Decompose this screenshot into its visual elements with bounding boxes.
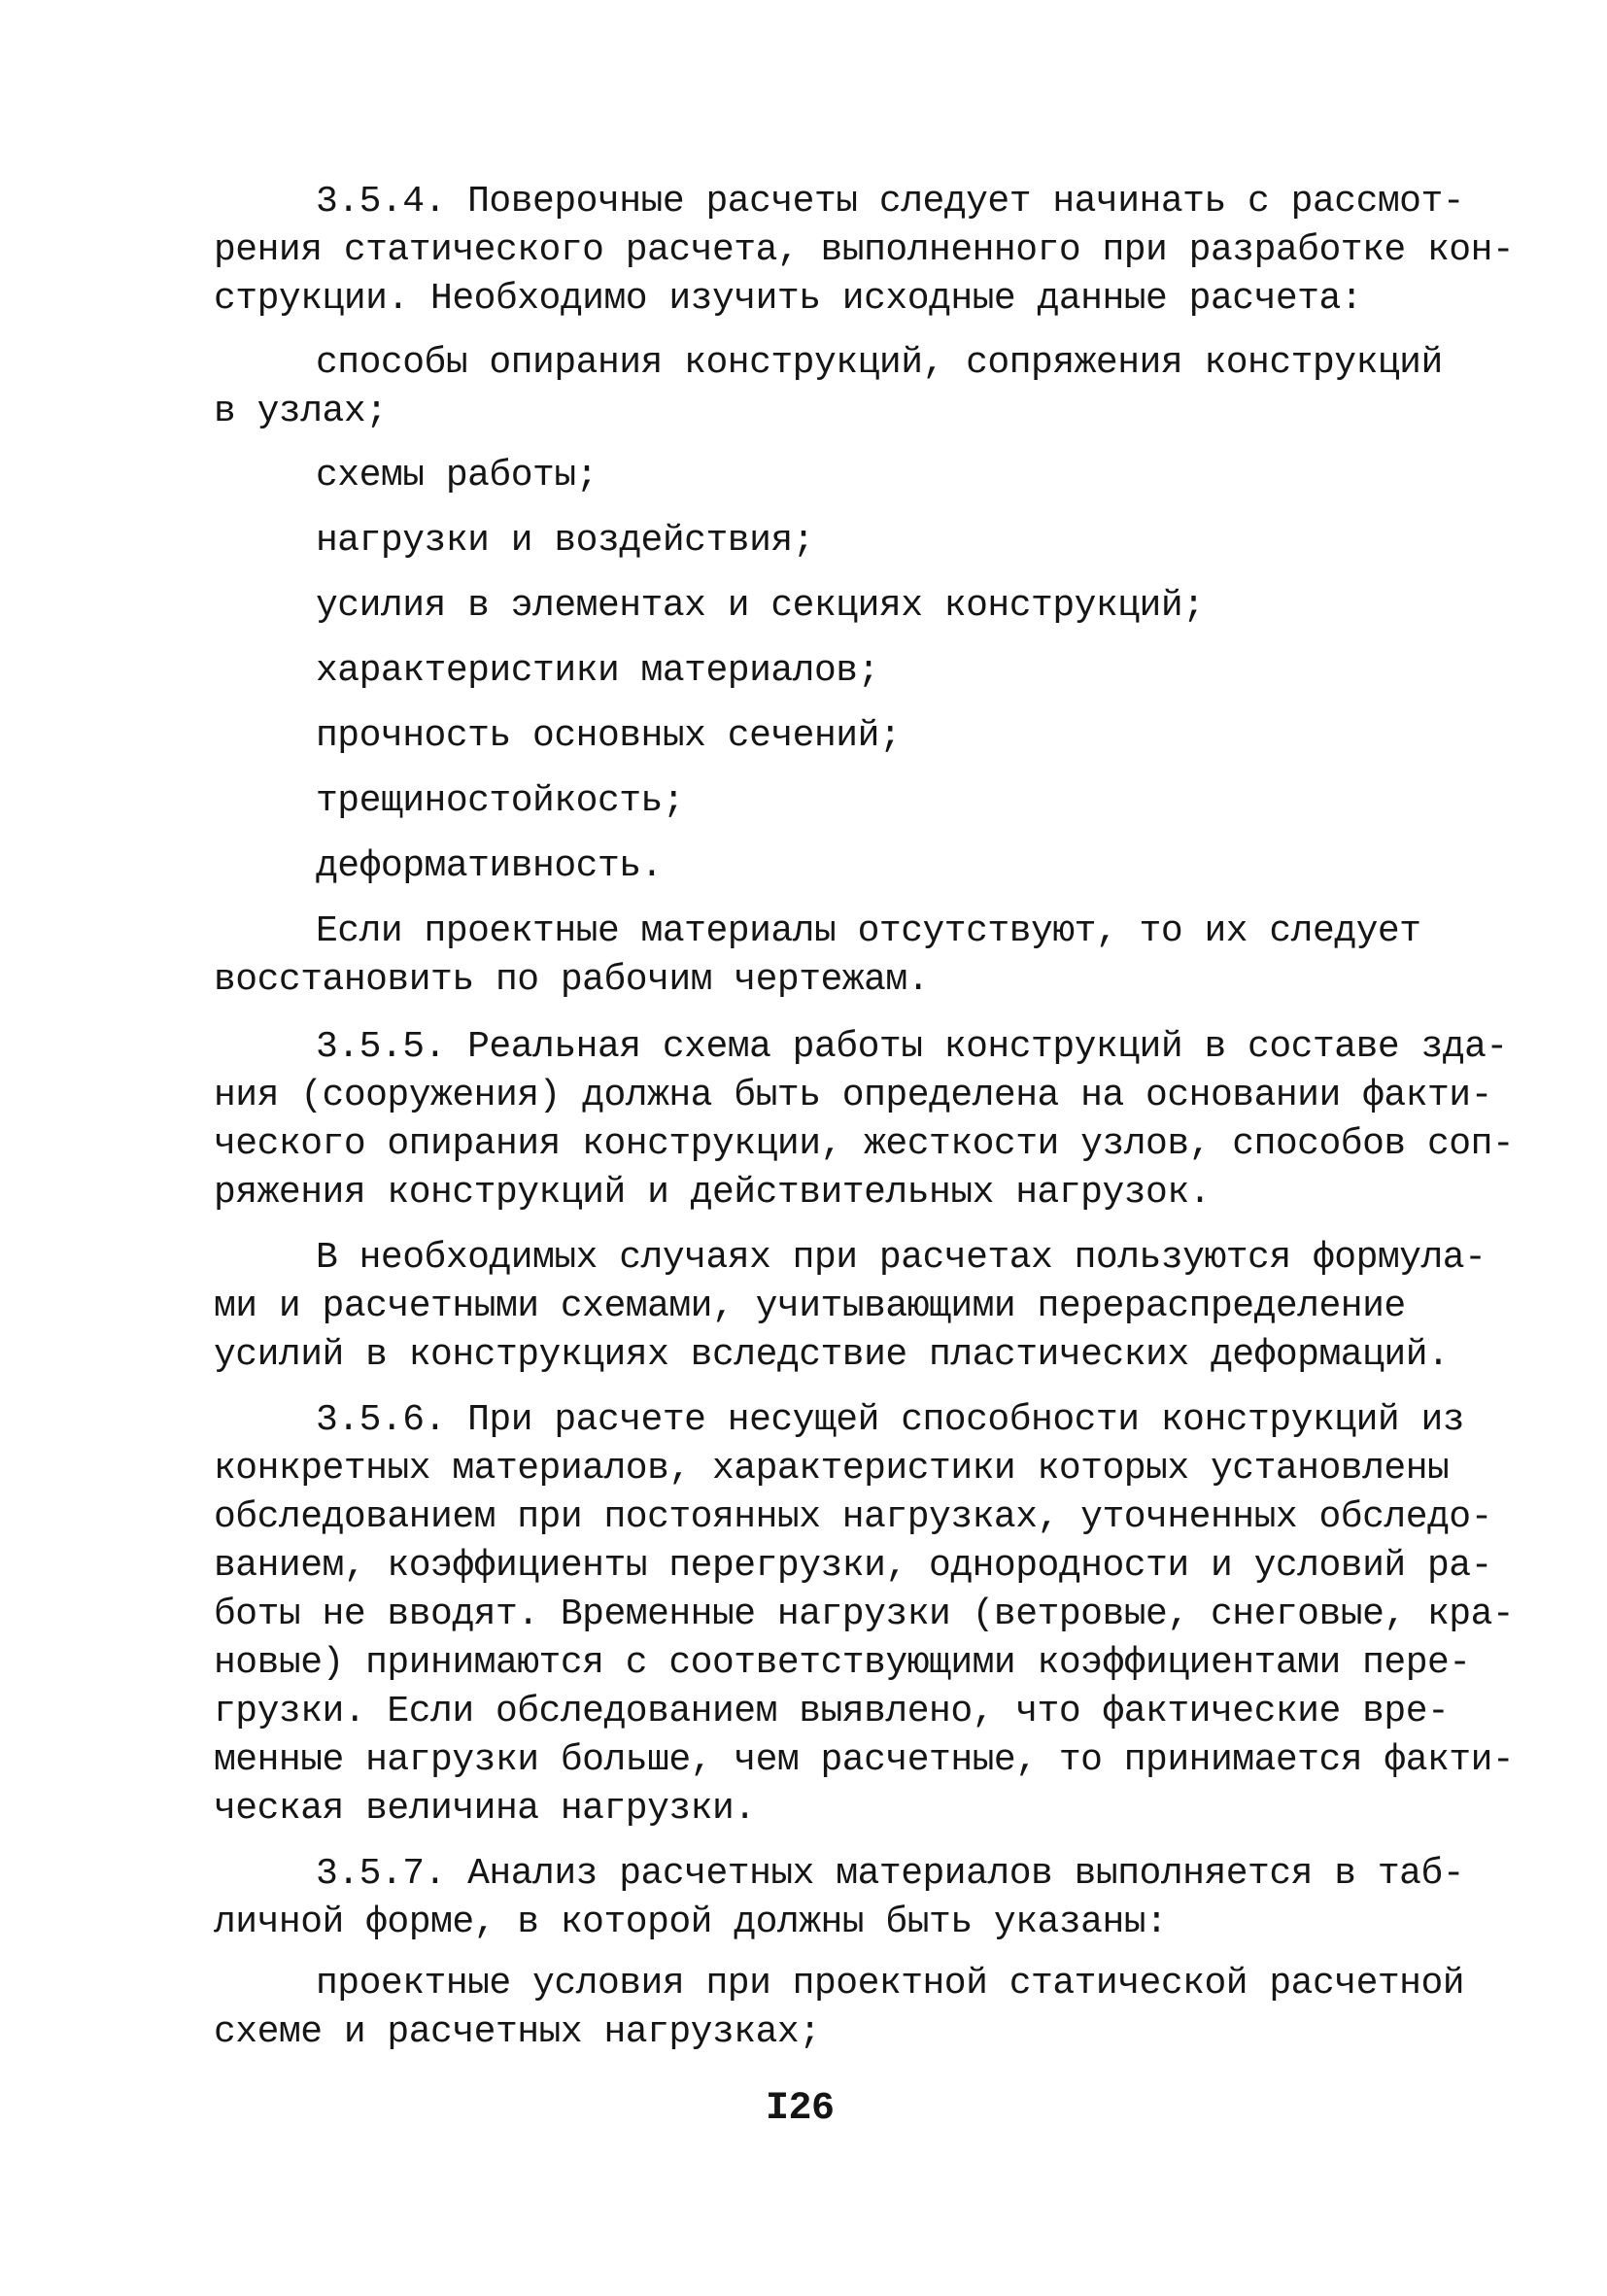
text-line: В необходимых случаях при расчетах пользуются формула- — [316, 1237, 1487, 1279]
text-line: проектные условия при проектной статической расчетной — [316, 1963, 1465, 2005]
list-item: схемы работы; — [316, 455, 598, 497]
text-line: грузки. Если обследованием выявлено, что фактические вре- — [214, 1691, 1450, 1732]
text-line: обследованием при постоянных нагрузках, уточненных обследо- — [214, 1496, 1492, 1538]
text-line: восстановить по рабочим чертежам. — [214, 959, 930, 1001]
list-item: трещиностойкость; — [316, 780, 685, 822]
text-line: 3.5.5. Реальная схема работы конструкций в составе зда- — [316, 1026, 1508, 1068]
text-line: ми и расчетными схемами, учитывающими перераспределение — [214, 1285, 1406, 1327]
list-item: нагрузки и воздействия; — [316, 520, 814, 562]
text-line: усилий в конструкциях вследствие пластических деформаций. — [214, 1334, 1450, 1376]
text-line: Если проектные материалы отсутствуют, то их следует — [316, 910, 1421, 952]
text-line: ванием, коэффициенты перегрузки, однородности и условий ра- — [214, 1545, 1492, 1587]
text-line: ряжения конструкций и действительных нагрузок. — [214, 1172, 1211, 1214]
text-line: 3.5.4. Поверочные расчеты следует начинать с рассмот- — [316, 181, 1465, 223]
text-line: новые) принимаются с соответствующими коэффициентами пере- — [214, 1642, 1471, 1684]
text-line: личной форме, в которой должны быть указаны: — [214, 1902, 1168, 1943]
list-item: прочность основных сечений; — [316, 715, 902, 757]
text-line: ческого опирания конструкции, жесткости узлов, способов соп- — [214, 1123, 1515, 1165]
text-line: способы опирания конструкций, сопряжения конструкций — [316, 342, 1443, 384]
text-line: в узлах; — [214, 391, 388, 432]
text-line: конкретных материалов, характеристики которых установлены — [214, 1448, 1450, 1490]
list-item: усилия в элементах и секциях конструкций; — [316, 585, 1205, 627]
list-item: характеристики материалов; — [316, 650, 879, 692]
text-line: 3.5.7. Анализ расчетных материалов выполняется в таб- — [316, 1853, 1465, 1895]
text-line: струкции. Необходимо изучить исходные данные расчета: — [214, 278, 1363, 320]
text-line: 3.5.6. При расчете несущей способности конструкций из — [316, 1399, 1465, 1441]
text-line: рения статического расчета, выполненного при разработке кон- — [214, 229, 1515, 271]
text-line: ния (сооружения) должна быть определена на основании факти- — [214, 1075, 1492, 1116]
text-line: менные нагрузки больше, чем расчетные, то принимается факти- — [214, 1739, 1515, 1781]
text-line: боты не вводят. Временные нагрузки (ветровые, снеговые, кра- — [214, 1593, 1515, 1635]
text-line: схеме и расчетных нагрузках; — [214, 2011, 821, 2053]
list-item: деформативность. — [316, 845, 663, 887]
page-number: I26 — [766, 2087, 835, 2131]
text-line: ческая величина нагрузки. — [214, 1788, 756, 1830]
